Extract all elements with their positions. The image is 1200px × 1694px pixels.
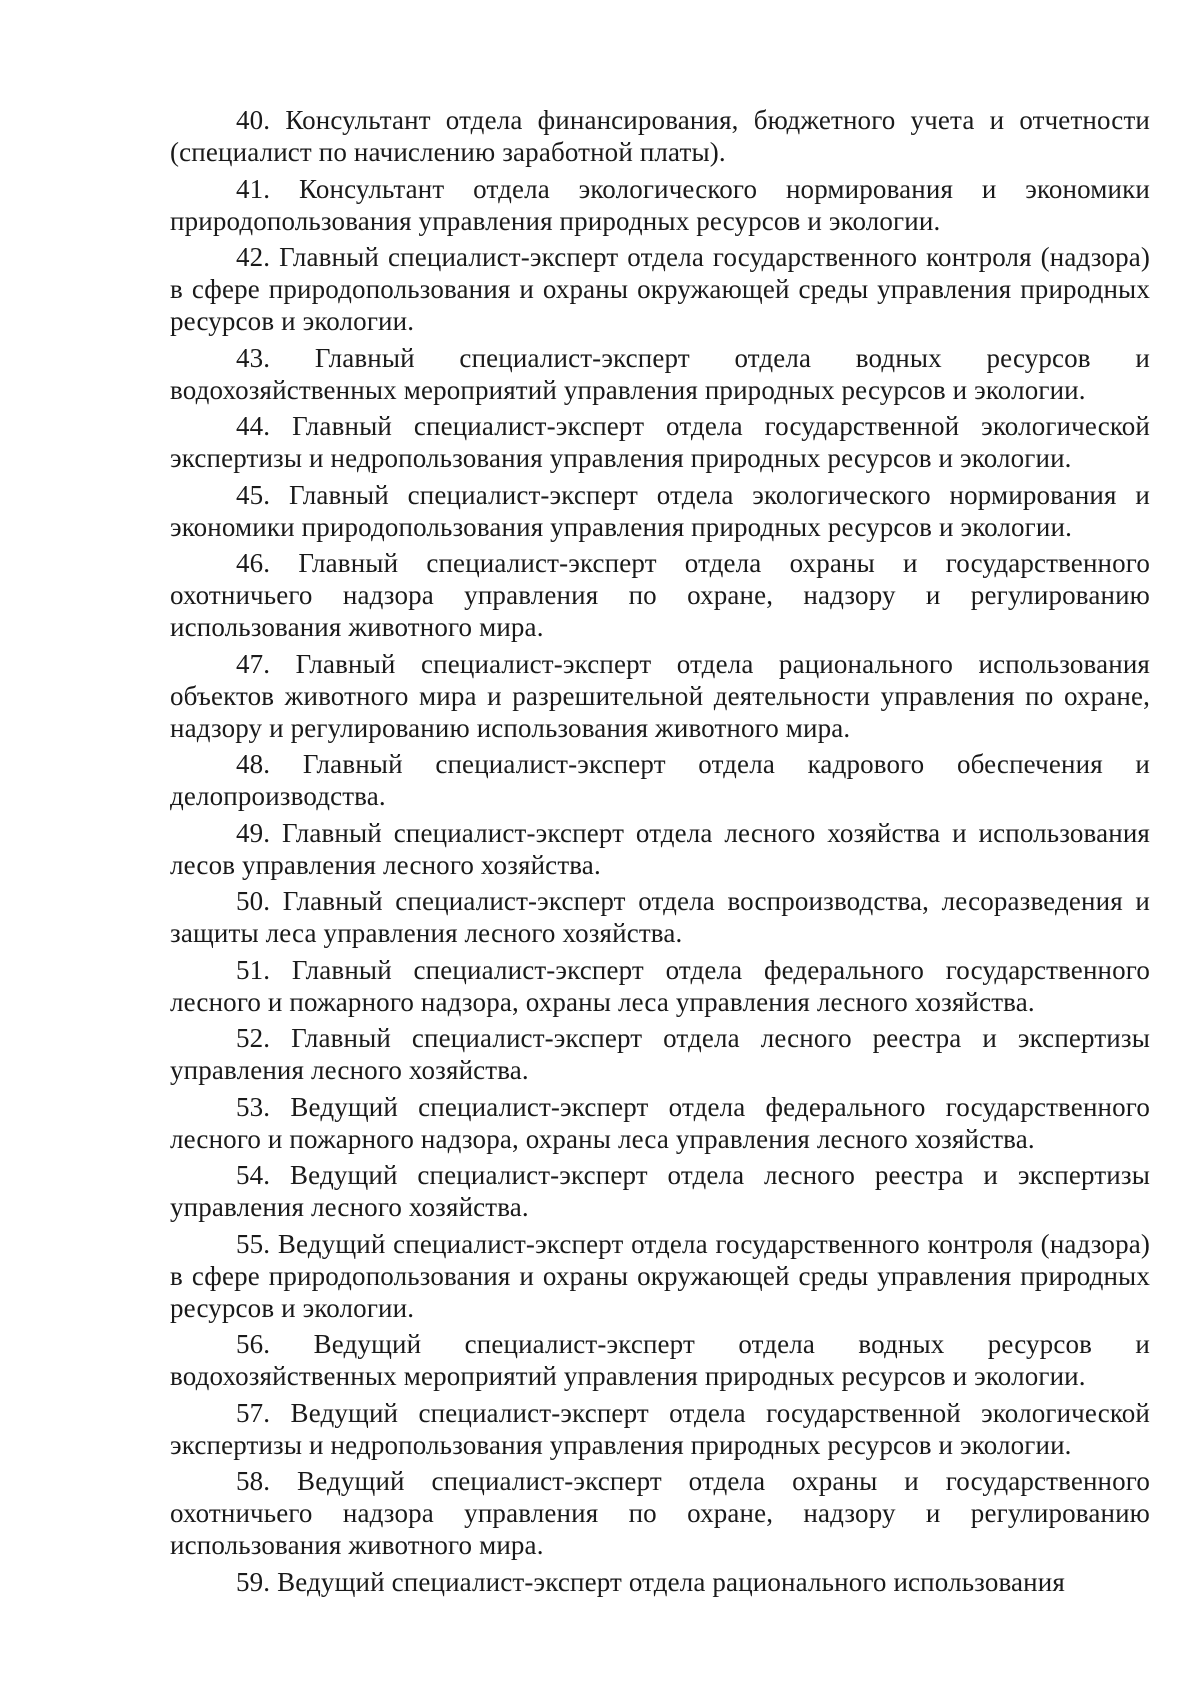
list-item: 57. Ведущий специалист-эксперт отдела государственной экологической экспертизы и недропользования управления природных ресурсов и экологии. xyxy=(170,1397,1150,1460)
list-item: 44. Главный специалист-эксперт отдела государственной экологической экспертизы и недропользования управления природных ресурсов и экологии. xyxy=(170,411,1150,473)
list-item: 48. Главный специалист-эксперт отдела кадрового обеспечения и делопроизводства. xyxy=(170,749,1150,811)
list-item: 40. Консультант отдела финансирования, бюджетного учета и отчетности (специалист по начислению заработной платы). xyxy=(170,105,1150,167)
list-item: 47. Главный специалист-эксперт отдела рационального использования объектов животного мира и разрешительной деятельности управления по охране, надзору и регулированию использования животного мира. xyxy=(170,648,1150,743)
list-item: 43. Главный специалист-эксперт отдела водных ресурсов и водохозяйственных мероприятий управления природных ресурсов и экологии. xyxy=(170,342,1150,405)
list-item: 42. Главный специалист-эксперт отдела государственного контроля (надзора) в сфере природопользования и охраны окружающей среды управления природных ресурсов и экологии. xyxy=(170,242,1150,336)
list-item: 51. Главный специалист-эксперт отдела федерального государственного лесного и пожарного надзора, охраны леса управления лесного хозяйства. xyxy=(170,954,1150,1017)
list-item: 59. Ведущий специалист-эксперт отдела рационального использования xyxy=(236,1566,1065,1597)
list-item: 49. Главный специалист-эксперт отдела лесного хозяйства и использования лесов управления лесного хозяйства. xyxy=(170,817,1150,880)
document-page xyxy=(170,104,1150,1602)
list-item: 56. Ведущий специалист-эксперт отдела водных ресурсов и водохозяйственных мероприятий управления природных ресурсов и экологии. xyxy=(170,1329,1150,1391)
list-item: 50. Главный специалист-эксперт отдела воспроизводства, лесоразведения и защиты леса управления лесного хозяйства. xyxy=(170,886,1150,948)
list-item: 52. Главный специалист-эксперт отдела лесного реестра и экспертизы управления лесного хозяйства. xyxy=(170,1023,1150,1085)
list-item: 46. Главный специалист-эксперт отдела охраны и государственного охотничьего надзора управления по охране, надзору и регулированию использования животного мира. xyxy=(170,548,1150,642)
list-item: 58. Ведущий специалист-эксперт отдела охраны и государственного охотничьего надзора управления по охране, надзору и регулированию использования животного мира. xyxy=(170,1466,1150,1560)
list-item: 45. Главный специалист-эксперт отдела экологического нормирования и экономики природопользования управления природных ресурсов и экологии. xyxy=(170,479,1150,542)
list-item: 55. Ведущий специалист-эксперт отдела государственного контроля (надзора) в сфере природопользования и охраны окружающей среды управления природных ресурсов и экологии. xyxy=(170,1228,1150,1323)
list-item: 54. Ведущий специалист-эксперт отдела лесного реестра и экспертизы управления лесного хозяйства. xyxy=(170,1160,1150,1222)
list-item: 53. Ведущий специалист-эксперт отдела федерального государственного лесного и пожарного надзора, охраны леса управления лесного хозяйства. xyxy=(170,1091,1150,1154)
list-item: 41. Консультант отдела экологического нормирования и экономики природопользования управления природных ресурсов и экологии. xyxy=(170,173,1150,236)
